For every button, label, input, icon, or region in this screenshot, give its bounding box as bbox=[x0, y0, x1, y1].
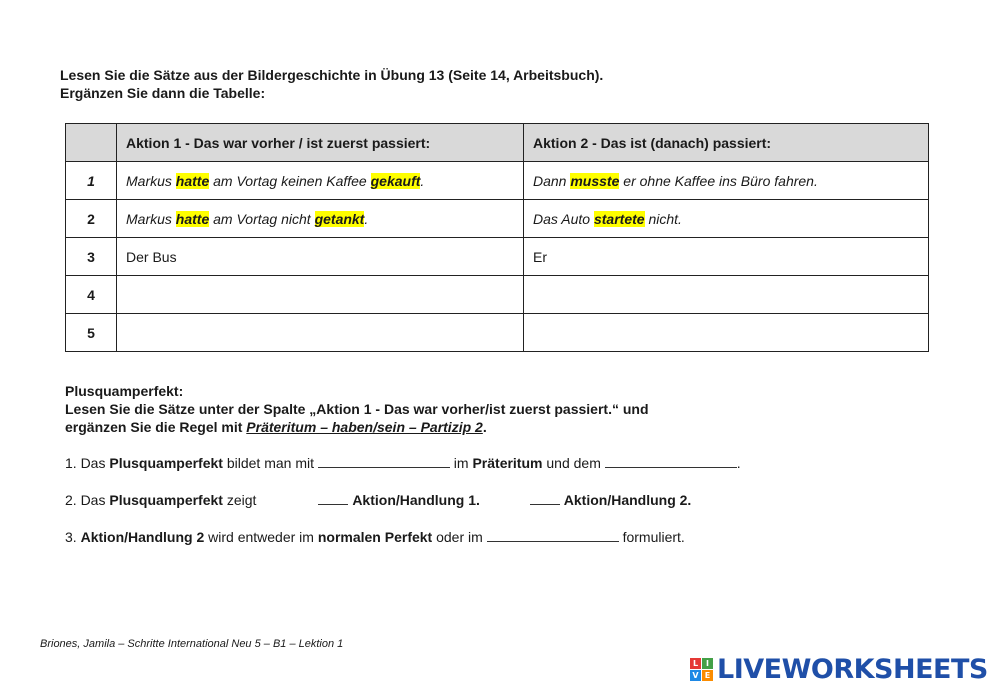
answer-blank[interactable] bbox=[605, 455, 737, 468]
text-part: . bbox=[420, 172, 425, 189]
action-1-cell bbox=[117, 162, 524, 200]
text-part: . bbox=[736, 455, 741, 471]
keyword: Plusquamperfekt bbox=[109, 492, 223, 508]
highlight-verb: startete bbox=[593, 210, 645, 227]
header-number bbox=[66, 124, 117, 162]
action-2-input-cell[interactable] bbox=[524, 276, 929, 314]
logo-block: E bbox=[702, 670, 713, 681]
table-row bbox=[66, 162, 929, 200]
highlight-participle: gekauft bbox=[370, 172, 421, 189]
answer-blank[interactable] bbox=[318, 455, 450, 468]
logo-block: I bbox=[702, 658, 713, 669]
keyword: normalen Perfekt bbox=[317, 529, 433, 545]
highlight-verb: musste bbox=[570, 172, 620, 189]
logo-block: L bbox=[690, 658, 701, 669]
text-part: Das Auto bbox=[533, 210, 594, 227]
text-part: zeigt bbox=[222, 492, 257, 508]
text-part: 3. bbox=[65, 529, 81, 545]
highlight-verb: hatte bbox=[175, 172, 210, 189]
text-part: . bbox=[364, 210, 369, 227]
action-1-input-cell[interactable] bbox=[117, 314, 524, 352]
keyword: Aktion/Handlung 2 bbox=[80, 529, 205, 545]
text-part: nicht. bbox=[644, 210, 682, 227]
action-2-cell bbox=[524, 200, 929, 238]
instruction-line: Lesen Sie die Sätze unter der Spalte „Aktion 1 - Das war vorher/ist zuerst passiert.“ und bbox=[65, 401, 649, 417]
action-2-input-cell[interactable] bbox=[524, 314, 929, 352]
text-part: 1. Das bbox=[65, 455, 110, 471]
rule-1 bbox=[65, 455, 741, 471]
text-part: bildet man mit bbox=[222, 455, 318, 471]
action-1-input-cell[interactable] bbox=[117, 276, 524, 314]
text-part: ergänzen Sie die Regel mit bbox=[65, 419, 247, 435]
logo-block: V bbox=[690, 670, 701, 681]
liveworksheets-logo[interactable] bbox=[690, 652, 988, 686]
action-2-cell bbox=[524, 162, 929, 200]
text-part: Dann bbox=[533, 172, 571, 189]
row-number: 1 bbox=[66, 162, 117, 200]
section-title: Plusquamperfekt: bbox=[65, 383, 184, 399]
text-part: . bbox=[482, 419, 487, 435]
text-part: oder im bbox=[432, 529, 487, 545]
plusquamperfekt-instructions bbox=[65, 382, 649, 436]
logo-icon bbox=[690, 658, 713, 681]
table-row bbox=[66, 276, 929, 314]
action-1-cell bbox=[117, 200, 524, 238]
highlight-verb: hatte bbox=[175, 210, 210, 227]
keyword: Aktion/Handlung 2. bbox=[563, 492, 692, 508]
instruction-line-2: Ergänzen Sie dann die Tabelle: bbox=[60, 85, 266, 101]
text-part: am Vortag keinen Kaffee bbox=[209, 172, 371, 189]
instructions bbox=[60, 66, 603, 102]
text-part: wird entweder im bbox=[204, 529, 318, 545]
text-part: im bbox=[449, 455, 473, 471]
action-2-input-cell[interactable]: Er bbox=[524, 238, 929, 276]
keyword: Präteritum bbox=[472, 455, 543, 471]
table-row bbox=[66, 314, 929, 352]
text-part: und dem bbox=[542, 455, 605, 471]
rule-3 bbox=[65, 529, 685, 545]
logo-text: LIVEWORKSHEETS bbox=[717, 653, 988, 685]
row-number: 5 bbox=[66, 314, 117, 352]
text-part: er ohne Kaffee ins Büro fahren. bbox=[619, 172, 818, 189]
word-hint: Präteritum – haben/sein – Partizip 2 bbox=[246, 419, 483, 435]
table-row bbox=[66, 238, 929, 276]
answer-blank[interactable] bbox=[318, 492, 348, 505]
text-part: Markus bbox=[126, 210, 176, 227]
highlight-participle: getankt bbox=[314, 210, 365, 227]
text-part: 2. Das bbox=[65, 492, 110, 508]
header-action-1: Aktion 1 - Das war vorher / ist zuerst passiert: bbox=[117, 124, 524, 162]
instruction-line-1: Lesen Sie die Sätze aus der Bildergeschichte in Übung 13 (Seite 14, Arbeitsbuch). bbox=[60, 67, 604, 83]
keyword: Plusquamperfekt bbox=[109, 455, 223, 471]
keyword: Aktion/Handlung 1. bbox=[352, 492, 480, 508]
text-part: am Vortag nicht bbox=[209, 210, 315, 227]
text-part: Markus bbox=[126, 172, 176, 189]
row-number: 3 bbox=[66, 238, 117, 276]
row-number: 2 bbox=[66, 200, 117, 238]
action-1-input-cell[interactable]: Der Bus bbox=[117, 238, 524, 276]
table-row bbox=[66, 200, 929, 238]
table-header-row bbox=[66, 124, 929, 162]
rule-2 bbox=[65, 492, 691, 508]
exercise-table bbox=[65, 123, 929, 352]
text-part: formuliert. bbox=[618, 529, 685, 545]
row-number: 4 bbox=[66, 276, 117, 314]
answer-blank[interactable] bbox=[487, 529, 619, 542]
instruction-line bbox=[65, 418, 649, 436]
footer-credit: Briones, Jamila – Schritte International Neu 5 – B1 – Lektion 1 bbox=[40, 638, 344, 650]
header-action-2: Aktion 2 - Das ist (danach) passiert: bbox=[524, 124, 929, 162]
answer-blank[interactable] bbox=[530, 492, 560, 505]
